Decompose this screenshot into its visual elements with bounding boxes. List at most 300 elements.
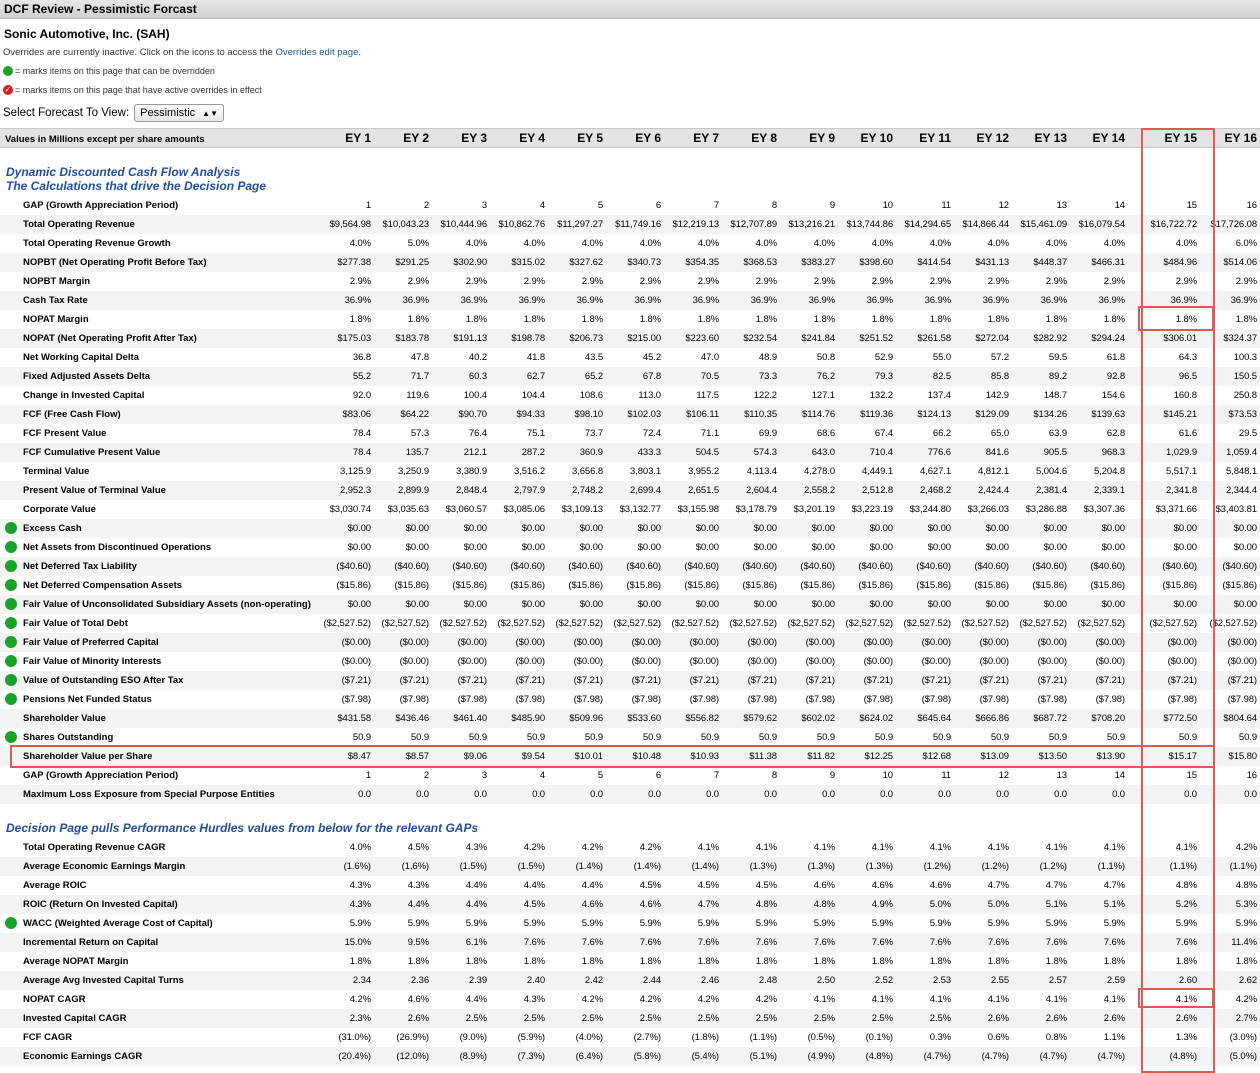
row-value-ey5: (6.4%) (575, 1051, 603, 1062)
row-value-ey3: ($40.60) (452, 561, 487, 572)
override-dot-icon[interactable] (5, 917, 17, 929)
row-value-ey7: $0.00 (695, 542, 719, 553)
row-value-ey6: ($40.60) (626, 561, 661, 572)
row-value-ey13: 5,004.6 (1036, 466, 1067, 477)
row-value-ey10: 4.1% (871, 842, 893, 853)
row-value-ey13: 13 (1056, 770, 1067, 781)
row-value-ey11: 66.2 (932, 428, 951, 439)
row-value-ey11: 11 (941, 200, 951, 211)
row-value-ey11: 2,468.2 (920, 485, 951, 496)
row-value-ey11: ($7.98) (921, 694, 951, 705)
row-value-ey5: (4.0%) (575, 1032, 603, 1043)
row-value-ey3: ($7.98) (457, 694, 487, 705)
row-value-ey15: 5,517.1 (1166, 466, 1197, 477)
row-value-ey15: 4.1% (1175, 994, 1197, 1005)
row-value-ey6: 36.9% (634, 295, 661, 306)
row-value-ey12: $0.00 (985, 542, 1009, 553)
row-value-ey4: 36.9% (518, 295, 545, 306)
window-title: DCF Review - Pessimistic Forcast (4, 2, 197, 16)
row-value-ey4: 2.40 (526, 975, 545, 986)
row-value-ey10: 10 (882, 770, 893, 781)
row-value-ey14: 2,339.1 (1094, 485, 1125, 496)
row-value-ey9: $602.02 (801, 713, 835, 724)
row-value-ey12: 12 (998, 770, 1009, 781)
table-header (0, 128, 1260, 148)
row-value-ey2: 50.9 (410, 732, 429, 743)
override-dot-icon[interactable] (5, 522, 17, 534)
column-header-ey11: EY 11 (919, 131, 951, 145)
row-value-ey12: 12 (998, 200, 1009, 211)
row-value-ey5: 0.0 (590, 789, 603, 800)
row-value-ey4: $10,862.76 (498, 219, 545, 230)
row-value-ey5: 73.7 (584, 428, 603, 439)
row-value-ey8: 1.8% (755, 314, 777, 325)
row-value-ey11: 5.0% (929, 899, 951, 910)
row-value-ey5: ($7.98) (573, 694, 603, 705)
row-value-ey9: ($40.60) (800, 561, 835, 572)
row-value-ey9: $0.00 (811, 599, 835, 610)
overrides-edit-link[interactable]: Overrides edit page (275, 47, 359, 58)
row-value-ey14: 5,204.8 (1094, 466, 1125, 477)
row-value-ey4: 1.8% (523, 956, 545, 967)
row-value-ey6: ($7.98) (631, 694, 661, 705)
column-header-ey1: EY 1 (345, 131, 371, 145)
table-row (0, 1047, 1260, 1066)
row-value-ey11: $0.00 (927, 542, 951, 553)
row-value-ey1: 78.4 (352, 428, 371, 439)
row-value-ey8: $12,707.89 (730, 219, 777, 230)
row-value-ey15: 4.0% (1175, 238, 1197, 249)
row-value-ey8: $0.00 (753, 599, 777, 610)
row-value-ey3: 2.39 (468, 975, 487, 986)
row-value-ey14: 14 (1114, 200, 1125, 211)
row-value-ey7: $354.35 (685, 257, 719, 268)
row-value-ey3: ($0.00) (457, 637, 487, 648)
row-value-ey13: $15,461.09 (1020, 219, 1067, 230)
row-value-ey6: 0.0 (648, 789, 661, 800)
row-value-ey15: 0.0 (1184, 789, 1197, 800)
row-value-ey6: (5.8%) (633, 1051, 661, 1062)
row-value-ey11: $261.58 (917, 333, 951, 344)
override-dot-icon[interactable] (5, 655, 17, 667)
row-value-ey11: 1.8% (929, 956, 951, 967)
row-value-ey7: (5.4%) (691, 1051, 719, 1062)
row-value-ey16: $514.06 (1223, 257, 1257, 268)
table-row (0, 971, 1260, 990)
forecast-select-value: Pessimistic (140, 107, 196, 119)
row-value-ey14: 5.1% (1103, 899, 1125, 910)
company-name: Sonic Automotive, Inc. (SAH) (4, 27, 170, 41)
row-value-ey1: $175.03 (337, 333, 371, 344)
row-value-ey16: 2.7% (1235, 1013, 1257, 1024)
row-value-ey11: 776.6 (927, 447, 951, 458)
row-value-ey1: 50.9 (352, 732, 371, 743)
row-value-ey6: (1.4%) (633, 861, 661, 872)
row-label: Net Deferred Tax Liability (23, 561, 137, 572)
row-value-ey14: 968.3 (1101, 447, 1125, 458)
row-value-ey7: 7 (713, 770, 719, 781)
row-value-ey16: ($7.98) (1227, 694, 1257, 705)
row-value-ey8: (1.1%) (749, 1032, 777, 1043)
table-row (0, 933, 1260, 952)
row-value-ey4: 2.5% (523, 1013, 545, 1024)
row-value-ey12: 7.6% (987, 937, 1009, 948)
row-value-ey13: $448.37 (1033, 257, 1067, 268)
row-value-ey8: $232.54 (743, 333, 777, 344)
row-value-ey11: 36.9% (924, 295, 951, 306)
row-value-ey8: 122.2 (753, 390, 777, 401)
row-value-ey3: $3,060.57 (445, 504, 487, 515)
row-value-ey4: $9.54 (521, 751, 545, 762)
row-value-ey1: $9,564.98 (329, 219, 371, 230)
row-value-ey6: 6 (655, 770, 661, 781)
row-value-ey16: 6.0% (1235, 238, 1257, 249)
row-value-ey5: $0.00 (579, 542, 603, 553)
column-header-ey16: EY 16 (1224, 131, 1257, 145)
row-value-ey16: ($7.21) (1227, 675, 1257, 686)
row-value-ey11: 2.5% (929, 1013, 951, 1024)
override-dot-icon[interactable] (5, 560, 17, 572)
override-dot-icon[interactable] (5, 617, 17, 629)
row-value-ey6: ($0.00) (631, 637, 661, 648)
table-row (0, 709, 1260, 728)
row-value-ey8: ($2,527.52) (729, 618, 777, 629)
row-value-ey11: 11 (941, 770, 951, 781)
row-value-ey3: 3,380.9 (456, 466, 487, 477)
row-value-ey7: 0.0 (706, 789, 719, 800)
overrides-notice-end: . (358, 47, 362, 58)
row-value-ey2: $0.00 (405, 599, 429, 610)
row-value-ey13: 5.1% (1045, 899, 1067, 910)
row-value-ey4: 4.0% (523, 238, 545, 249)
row-value-ey5: $10.01 (574, 751, 603, 762)
row-value-ey12: ($15.86) (974, 580, 1009, 591)
row-value-ey8: 4,113.4 (746, 466, 777, 477)
row-value-ey2: $64.22 (400, 409, 429, 420)
row-value-ey13: 2.9% (1045, 276, 1067, 287)
row-value-ey8: 7.6% (755, 937, 777, 948)
override-dot-icon[interactable] (5, 541, 17, 553)
row-value-ey13: 4.0% (1045, 238, 1067, 249)
column-header-ey14: EY 14 (1092, 131, 1125, 145)
row-value-ey5: ($0.00) (573, 656, 603, 667)
row-value-ey3: $302.90 (453, 257, 487, 268)
row-label: Incremental Return on Capital (23, 937, 159, 948)
row-value-ey10: 10 (882, 200, 893, 211)
row-value-ey11: 4.1% (929, 994, 951, 1005)
row-value-ey4: 1.8% (523, 314, 545, 325)
row-value-ey14: (4.7%) (1097, 1051, 1125, 1062)
row-value-ey15: $145.21 (1163, 409, 1197, 420)
row-value-ey6: 50.9 (642, 732, 661, 743)
row-value-ey13: $0.00 (1043, 523, 1067, 534)
table-row (0, 538, 1260, 557)
row-value-ey9: 9 (829, 200, 835, 211)
legend-overridable-text: = marks items on this page that can be overridden (15, 66, 215, 76)
table-row (0, 291, 1260, 310)
row-value-ey10: ($15.86) (858, 580, 893, 591)
row-value-ey13: 1.8% (1045, 956, 1067, 967)
row-value-ey2: 4.6% (407, 994, 429, 1005)
row-value-ey8: 4.5% (755, 880, 777, 891)
row-value-ey9: ($7.21) (805, 675, 835, 686)
row-value-ey7: ($15.86) (684, 580, 719, 591)
row-value-ey6: ($15.86) (626, 580, 661, 591)
row-value-ey14: 4.0% (1103, 238, 1125, 249)
row-value-ey12: 841.6 (985, 447, 1009, 458)
row-value-ey5: $0.00 (579, 599, 603, 610)
row-value-ey13: ($7.98) (1037, 694, 1067, 705)
row-value-ey14: 1.8% (1103, 314, 1125, 325)
override-dot-icon[interactable] (5, 693, 17, 705)
row-value-ey11: 4,627.1 (920, 466, 951, 477)
table-row (0, 728, 1260, 747)
row-value-ey7: 1.8% (697, 956, 719, 967)
row-value-ey3: $90.70 (458, 409, 487, 420)
row-value-ey5: 5 (597, 200, 603, 211)
row-value-ey13: 59.5 (1048, 352, 1067, 363)
row-value-ey16: 29.5 (1238, 428, 1257, 439)
row-value-ey4: (5.9%) (517, 1032, 545, 1043)
row-value-ey9: 50.8 (816, 352, 835, 363)
row-value-ey1: 2.3% (349, 1013, 371, 1024)
row-value-ey2: (12.0%) (396, 1051, 429, 1062)
row-value-ey7: (1.8%) (691, 1032, 719, 1043)
row-value-ey7: 7 (713, 200, 719, 211)
row-value-ey2: 47.8 (410, 352, 429, 363)
row-value-ey8: $0.00 (753, 523, 777, 534)
row-label: WACC (Weighted Average Cost of Capital) (23, 918, 213, 929)
row-value-ey14: $0.00 (1101, 542, 1125, 553)
row-value-ey15: 50.9 (1178, 732, 1197, 743)
row-value-ey16: $15.80 (1228, 751, 1257, 762)
row-value-ey4: $3,085.06 (503, 504, 545, 515)
row-value-ey3: 36.9% (460, 295, 487, 306)
row-value-ey8: $0.00 (753, 542, 777, 553)
row-value-ey4: 4 (539, 770, 545, 781)
row-value-ey3: ($7.21) (457, 675, 487, 686)
row-value-ey7: $10.93 (690, 751, 719, 762)
row-value-ey5: ($7.21) (573, 675, 603, 686)
row-value-ey5: 4.2% (581, 994, 603, 1005)
table-row (0, 348, 1260, 367)
row-value-ey2: 2 (423, 770, 429, 781)
row-value-ey4: $315.02 (511, 257, 545, 268)
override-dot-icon[interactable] (5, 731, 17, 743)
row-value-ey6: $3,132.77 (619, 504, 661, 515)
row-value-ey5: ($15.86) (568, 580, 603, 591)
row-value-ey2: ($7.21) (399, 675, 429, 686)
row-value-ey16: 150.5 (1233, 371, 1257, 382)
row-value-ey9: ($15.86) (800, 580, 835, 591)
row-value-ey2: 4.3% (407, 880, 429, 891)
row-value-ey15: ($7.98) (1167, 694, 1197, 705)
row-value-ey2: ($0.00) (399, 656, 429, 667)
row-value-ey4: (1.5%) (517, 861, 545, 872)
row-value-ey2: $0.00 (405, 523, 429, 534)
override-dot-icon[interactable] (5, 579, 17, 591)
row-value-ey9: 2.50 (816, 975, 835, 986)
table-row (0, 595, 1260, 614)
row-value-ey11: 1.8% (929, 314, 951, 325)
table-row (0, 990, 1260, 1009)
row-value-ey12: $431.13 (975, 257, 1009, 268)
row-value-ey15: 15 (1186, 200, 1197, 211)
row-value-ey14: 4.7% (1103, 880, 1125, 891)
row-value-ey10: $119.36 (860, 409, 893, 420)
row-value-ey12: 2.9% (987, 276, 1009, 287)
row-value-ey1: 1.8% (349, 956, 371, 967)
row-value-ey9: ($7.98) (805, 694, 835, 705)
row-value-ey4: 62.7 (526, 371, 545, 382)
row-value-ey1: 2,952.3 (340, 485, 371, 496)
row-value-ey14: $0.00 (1101, 599, 1125, 610)
forecast-select[interactable] (134, 104, 224, 122)
dcf-section-title-line2: The Calculations that drive the Decision Page (6, 179, 267, 193)
row-value-ey6: 2,699.4 (630, 485, 661, 496)
row-value-ey10: $12.25 (864, 751, 893, 762)
overrides-notice-text: Overrides are currently inactive. Click on the icons to access the (3, 47, 276, 58)
row-value-ey9: 36.9% (808, 295, 835, 306)
row-value-ey1: ($7.98) (341, 694, 371, 705)
window-titlebar (0, 0, 1260, 19)
table-row (0, 895, 1260, 914)
row-value-ey1: 78.4 (352, 447, 371, 458)
override-dot-icon[interactable] (5, 598, 17, 610)
row-value-ey7: $0.00 (695, 523, 719, 534)
row-value-ey8: ($7.98) (747, 694, 777, 705)
row-value-ey9: 4.1% (813, 842, 835, 853)
row-value-ey2: 2.36 (410, 975, 429, 986)
row-value-ey6: $533.60 (627, 713, 661, 724)
row-value-ey1: (1.6%) (343, 861, 371, 872)
row-value-ey12: ($0.00) (979, 656, 1009, 667)
row-value-ey10: 1.8% (871, 956, 893, 967)
row-value-ey15: 2.60 (1178, 975, 1197, 986)
row-value-ey3: 4.4% (465, 899, 487, 910)
row-value-ey1: 55.2 (352, 371, 371, 382)
row-value-ey4: $198.78 (511, 333, 545, 344)
row-value-ey2: 5.0% (407, 238, 429, 249)
table-row (0, 747, 1260, 766)
row-value-ey8: (1.3%) (749, 861, 777, 872)
row-value-ey6: $215.00 (627, 333, 661, 344)
override-dot-icon[interactable] (5, 636, 17, 648)
row-value-ey5: ($0.00) (573, 637, 603, 648)
row-value-ey5: 3,656.8 (572, 466, 603, 477)
row-value-ey1: 5.9% (349, 918, 371, 929)
row-value-ey10: ($7.98) (863, 694, 893, 705)
row-value-ey15: 5.9% (1175, 918, 1197, 929)
table-row (0, 234, 1260, 253)
row-label: FCF (Free Cash Flow) (23, 409, 121, 420)
row-label: Fair Value of Total Debt (23, 618, 128, 629)
row-label: Shareholder Value (23, 713, 106, 724)
row-value-ey10: 50.9 (874, 732, 893, 743)
row-value-ey11: ($2,527.52) (903, 618, 951, 629)
row-value-ey10: ($7.21) (863, 675, 893, 686)
row-value-ey11: $3,244.80 (909, 504, 951, 515)
row-value-ey11: 55.0 (932, 352, 951, 363)
row-value-ey4: 287.2 (521, 447, 545, 458)
row-value-ey11: ($15.86) (916, 580, 951, 591)
row-value-ey14: $139.63 (1091, 409, 1125, 420)
row-label: Invested Capital CAGR (23, 1013, 127, 1024)
row-value-ey3: 0.0 (474, 789, 487, 800)
row-value-ey15: $484.96 (1163, 257, 1197, 268)
row-value-ey8: ($0.00) (747, 656, 777, 667)
row-label: Excess Cash (23, 523, 82, 534)
row-value-ey11: 0.0 (938, 789, 951, 800)
row-value-ey4: 4.5% (523, 899, 545, 910)
row-value-ey6: $0.00 (637, 523, 661, 534)
row-value-ey13: 905.5 (1043, 447, 1067, 458)
row-value-ey16: ($0.00) (1227, 656, 1257, 667)
row-value-ey2: 4.4% (407, 899, 429, 910)
row-value-ey16: 36.9% (1230, 295, 1257, 306)
row-value-ey13: 4.1% (1045, 994, 1067, 1005)
row-value-ey13: $13.50 (1038, 751, 1067, 762)
row-value-ey7: $106.11 (686, 409, 719, 420)
row-value-ey6: ($2,527.52) (613, 618, 661, 629)
table-header-label: Values in Millions except per share amounts (5, 134, 205, 145)
row-value-ey11: $124.13 (917, 409, 951, 420)
row-label: NOPBT Margin (23, 276, 91, 287)
row-value-ey3: $461.40 (453, 713, 487, 724)
row-value-ey5: 2.9% (581, 276, 603, 287)
row-value-ey11: 50.9 (932, 732, 951, 743)
row-value-ey12: 4.7% (987, 880, 1009, 891)
row-value-ey4: 104.4 (521, 390, 545, 401)
row-label: Fair Value of Preferred Capital (23, 637, 159, 648)
row-value-ey8: $3,178.79 (735, 504, 777, 515)
row-value-ey4: 0.0 (532, 789, 545, 800)
row-value-ey8: 4.8% (755, 899, 777, 910)
row-value-ey4: 50.9 (526, 732, 545, 743)
table-row (0, 367, 1260, 386)
row-value-ey1: 36.9% (344, 295, 371, 306)
row-value-ey11: 5.9% (929, 918, 951, 929)
row-value-ey12: $129.09 (975, 409, 1009, 420)
row-value-ey4: 41.8 (526, 352, 545, 363)
row-value-ey9: 0.0 (822, 789, 835, 800)
row-value-ey9: $383.27 (801, 257, 835, 268)
row-value-ey2: 135.7 (405, 447, 429, 458)
table-row (0, 272, 1260, 291)
row-value-ey5: 7.6% (581, 937, 603, 948)
row-value-ey6: 4.5% (639, 880, 661, 891)
row-value-ey6: 2.5% (639, 1013, 661, 1024)
row-value-ey14: ($40.60) (1090, 561, 1125, 572)
table-row (0, 386, 1260, 405)
row-label: Value of Outstanding ESO After Tax (23, 675, 184, 686)
row-value-ey14: 92.8 (1106, 371, 1125, 382)
override-dot-icon[interactable] (5, 674, 17, 686)
row-value-ey13: 0.8% (1045, 1032, 1067, 1043)
row-value-ey13: 4.7% (1045, 880, 1067, 891)
row-value-ey3: 1.8% (465, 314, 487, 325)
row-label: FCF CAGR (23, 1032, 73, 1043)
row-value-ey15: 1,029.9 (1166, 447, 1197, 458)
row-value-ey12: 4,812.1 (978, 466, 1009, 477)
row-value-ey11: ($0.00) (921, 656, 951, 667)
row-value-ey10: 0.0 (880, 789, 893, 800)
table-row (0, 576, 1260, 595)
row-value-ey15: 36.9% (1170, 295, 1197, 306)
row-value-ey9: 2,558.2 (804, 485, 835, 496)
row-value-ey12: 4.1% (987, 842, 1009, 853)
row-value-ey12: 57.2 (990, 352, 1009, 363)
